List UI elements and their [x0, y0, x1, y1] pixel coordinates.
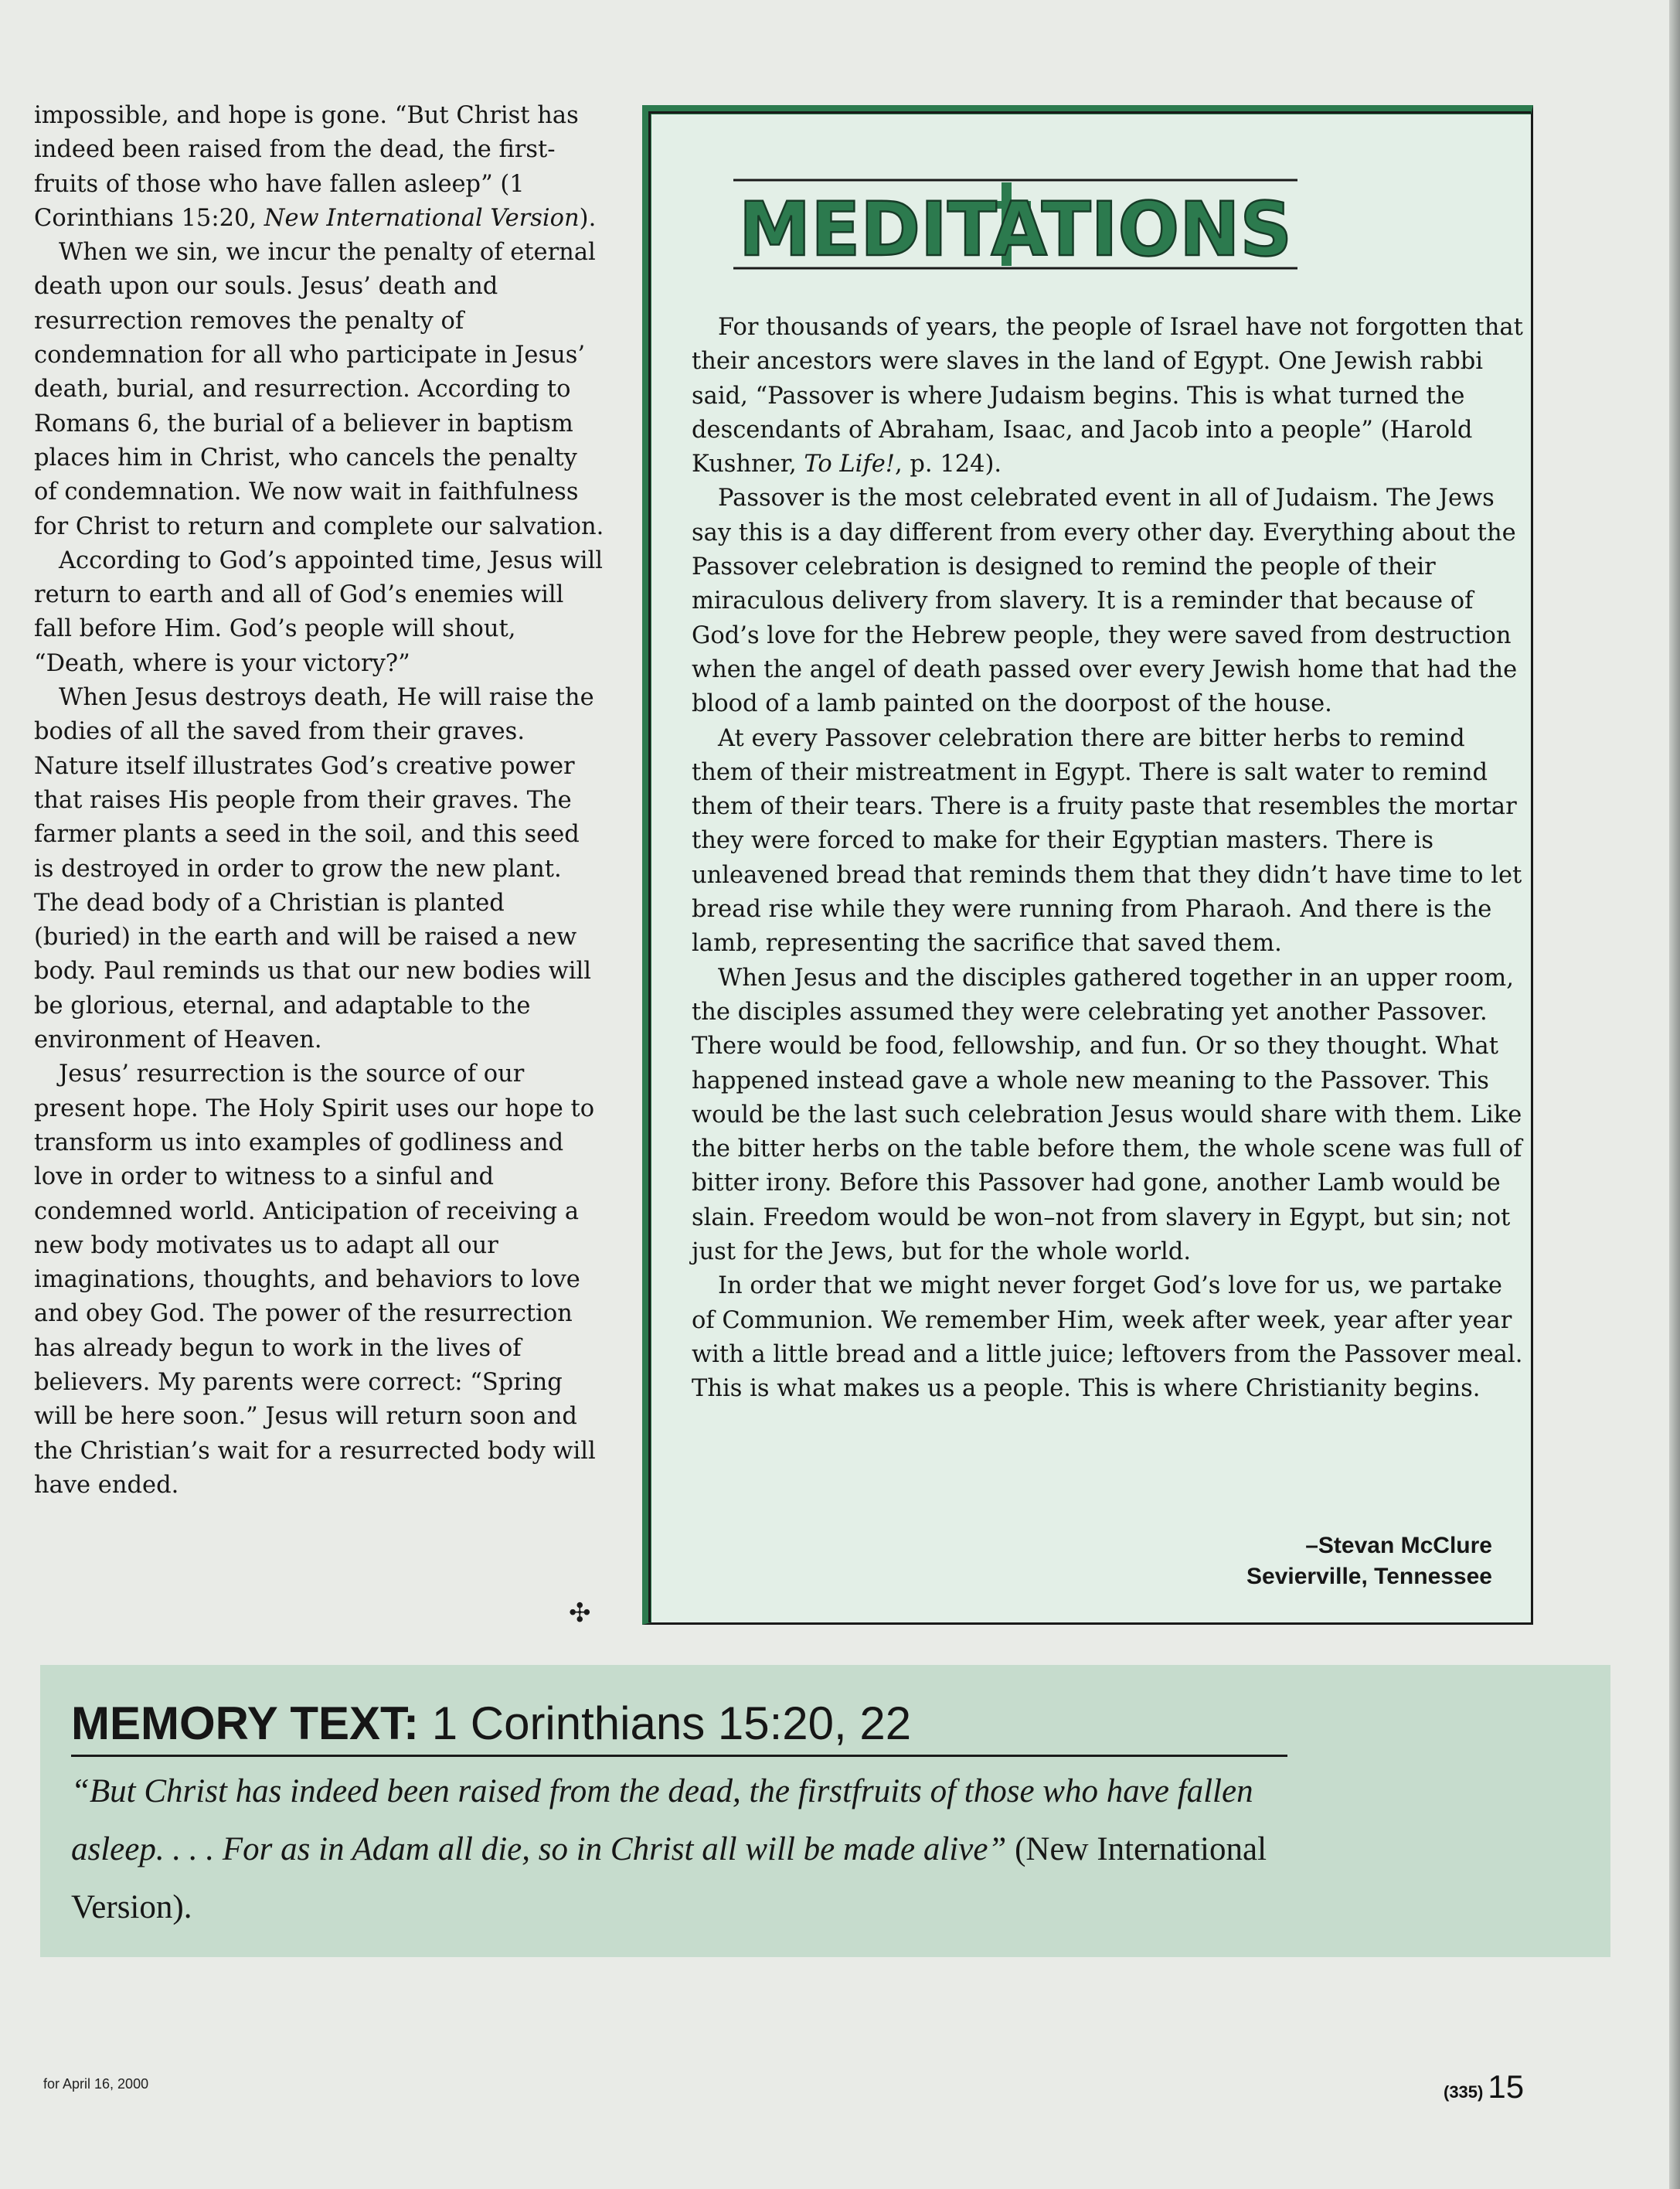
page-number-value: 15 [1488, 2068, 1525, 2105]
citation-version: New International Version [264, 204, 580, 232]
memory-text-heading [71, 1693, 1287, 1757]
byline [1246, 1530, 1492, 1592]
med-paragraph-3: At every Passover celebration there are bitter herbs to remind them of their mistreatment in Egypt. There is salt water to remind them of their tears. There is a fruity paste that resembles the mortar they were forced to make for their Egyptian masters. There is unleavened bread that reminds them that they didn’t have time to let bread rise while they were running from Pharaoh. And there is the lamb, representing the sacrifice that saved them. [692, 724, 1522, 958]
page-number [1444, 2068, 1524, 2106]
meditations-logo [733, 178, 1297, 271]
book-title: To Life! [804, 451, 896, 478]
memory-version: (New International Version). [71, 1831, 1267, 1925]
med-paragraph-1: For thousands of years, the people of Israel have not forgotten that their ancestors were slaves in the land of Egypt. One Jewish rabbi said, “Passover is where Judaism begins. This is what turned the descendants of Abraham, Isaac, and Jacob into a people” (Harold Kushner, To Life!, p. 124). [692, 314, 1523, 478]
meditations-title [733, 178, 1297, 271]
meditations-title-text: MEDITATIONS [739, 186, 1292, 271]
paragraph-2: When we sin, we incur the penalty of eternal death upon our souls. Jesus’ death and resurrection removes the penalty of condemnation for all who participate in Jesus’ death, burial, and resurrection. According to Romans 6, the burial of a believer in baptism places him in Christ, who cancels the penalty of condemnation. We now wait in faithfulness for Christ to return and complete our salvation. [34, 239, 604, 540]
med-paragraph-4: When Jesus and the disciples gathered together in an upper room, the disciples assumed they were celebrating yet another Passover. There would be food, fellowship, and fun. Or so they thought. What happened instead gave a whole new meaning to the Passover. This would be the last such celebration Jesus would share with them. Like the bitter herbs on the table before them, the whole scene was full of bitter irony. Before this Passover had gone, another Lamb would be slain. Freedom would be won–not from slavery in Egypt, but sin; not just for the Jews, but for the whole world. [692, 964, 1522, 1266]
med-paragraph-5: In order that we might never forget God’s love for us, we partake of Communion. We remember Him, week after week, year after year with a little bread and a little juice; leftovers from the Passover meal. This is what makes us a people. This is where Christianity begins. [692, 1272, 1523, 1403]
end-mark-icon: ✣ [569, 1598, 591, 1629]
footer-date: for April 16, 2000 [43, 2076, 149, 2092]
memory-verse: “But Christ has indeed been raised from the dead, the firstfruits of those who have fallen asleep. . . . For as in Adam all die, so in Christ all will be made alive” [71, 1773, 1253, 1867]
meditations-box [642, 105, 1533, 1625]
memory-text-quote [71, 1762, 1308, 1936]
article-left-column [34, 99, 606, 1503]
memory-text-label: MEMORY TEXT: [71, 1697, 420, 1749]
paragraph-4: When Jesus destroys death, He will raise the bodies of all the saved from their graves. Nature itself illustrates God’s creative power that raises His people from their graves. The farmer plants a seed in the soil, and this seed is destroyed in order to grow the new plant. The dead body of a Christian is planted (buried) in the earth and will be raised a new body. Paul reminds us that our new bodies will be glorious, eternal, and adaptable to the environment of Heaven. [34, 684, 594, 1054]
page-edge [1669, 0, 1680, 2189]
med-paragraph-2: Passover is the most celebrated event in all of Judaism. The Jews say this is a day different from every other day. Everything about the Passover celebration is designed to remind the people of their miraculous delivery from slavery. It is a reminder that because of God’s love for the Hebrew people, they were saved from destruction when the angel of death passed over every Jewish home that had the blood of a lamb painted on the doorpost of the house. [692, 485, 1518, 718]
author-location: Sevierville, Tennessee [1246, 1564, 1492, 1589]
meditations-body [692, 311, 1526, 1407]
paragraph-3: According to God’s appointed time, Jesus will return to earth and all of God’s enemies will fall before Him. God’s people will shout, “Death, where is your victory?” [34, 546, 604, 677]
author-name: –Stevan McClure [1305, 1533, 1492, 1558]
memory-text-reference: 1 Corinthians 15:20, 22 [431, 1697, 912, 1749]
memory-text-panel [40, 1665, 1610, 1957]
page-code: (335) [1444, 2082, 1484, 2102]
paragraph-1: impossible, and hope is gone. “But Christ has indeed been raised from the dead, the first-fruits of those who have fallen asleep” (1 Corinthians 15:20, New International Version). [34, 102, 597, 232]
paragraph-5: Jesus’ resurrection is the source of our present hope. The Holy Spirit uses our hope to transform us into examples of godliness and love in order to witness to a sinful and condemned world. Anticipation of receiving a new body motivates us to adapt all our imaginations, thoughts, and behaviors to love and obey God. The power of the resurrection has already begun to work in the lives of believers. My parents were correct: “Spring will be here soon.” Jesus will return soon and the Christian’s wait for a resurrected body will have ended. [34, 1060, 596, 1499]
